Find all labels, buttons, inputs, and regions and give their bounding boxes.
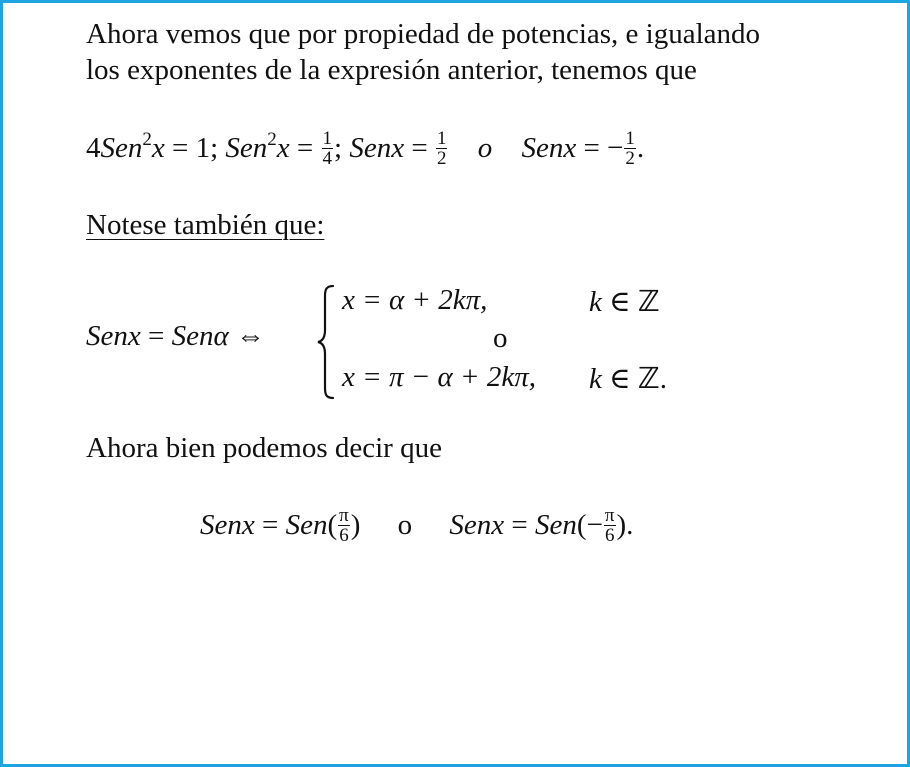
frac-num: π xyxy=(604,505,615,526)
fraction-one-quarter xyxy=(322,129,334,168)
intro-line-2: los exponentes de la expresión anterior, tenemos que xyxy=(86,54,697,86)
frac-num: 1 xyxy=(625,128,635,149)
eq2-lhs1: Senx xyxy=(200,509,255,542)
case2-expr: x = π − α + 2kπ, xyxy=(342,361,536,393)
eq2-open2: (− xyxy=(576,509,603,542)
eq1-t2-eq: = xyxy=(289,132,321,165)
eq1-rhs: = 1; xyxy=(164,132,219,165)
eq1-func: Sen xyxy=(100,132,143,165)
frac-den: 2 xyxy=(625,148,635,169)
sys-rhs: Senα xyxy=(171,320,229,352)
fraction-pi-sixth xyxy=(338,506,350,545)
eq2-eq1: = xyxy=(254,509,286,542)
eq1-t2-end: ; xyxy=(334,132,343,165)
eq1-var: x xyxy=(151,132,165,165)
case2-in: ∈ xyxy=(601,363,638,395)
case2-end: . xyxy=(659,363,667,395)
eq1-t4-lhs: Senx xyxy=(521,132,577,165)
sys-lhs: Senx xyxy=(86,320,141,352)
eq2-connector: o xyxy=(397,509,413,542)
frac-num: π xyxy=(339,505,349,526)
sys-eq: = xyxy=(140,320,172,352)
eq1-t3-eq: = xyxy=(404,132,435,165)
eq2-lhs2: Senx xyxy=(449,509,505,542)
case-separator: o xyxy=(493,322,508,354)
eq2-close1: ) xyxy=(350,509,361,542)
case-2-expression xyxy=(342,361,536,394)
frac-den: 4 xyxy=(322,148,333,169)
eq1-coef: 4 xyxy=(86,132,101,165)
notese-heading: Notese también que: xyxy=(86,209,325,241)
eq1-t3-lhs: Senx xyxy=(349,132,405,165)
frac-num: 1 xyxy=(436,128,447,149)
frac-den: 2 xyxy=(436,148,447,169)
integers-symbol: ℤ xyxy=(637,284,660,318)
left-brace-icon xyxy=(316,284,338,400)
case2-k: k xyxy=(589,363,602,395)
equation-sin-squared xyxy=(86,128,645,170)
equation-sen-pi-sixth xyxy=(200,505,634,547)
eq1-connector: o xyxy=(477,132,493,165)
eq1-t4-end: . xyxy=(636,132,645,165)
intro-line-1: Ahora vemos que por propiedad de potencias, e igualando xyxy=(86,18,761,50)
eq2-close2: ). xyxy=(616,509,634,542)
eq1-t2-exp: 2 xyxy=(267,129,277,151)
system-lhs xyxy=(86,320,265,353)
fraction-minus-pi-sixth xyxy=(604,506,616,545)
eq2-open1: ( xyxy=(327,509,338,542)
integers-symbol: ℤ xyxy=(637,361,660,395)
frac-den: 6 xyxy=(604,525,615,546)
iff-arrow: ⇔ xyxy=(228,320,265,352)
fraction-one-half xyxy=(436,129,448,168)
eq1-t2-func: Sen xyxy=(225,132,268,165)
eq1-t2-var: x xyxy=(276,132,290,165)
fraction-minus-one-half xyxy=(624,129,636,168)
eq2-func1: Sen xyxy=(285,509,328,542)
case1-expr: x = α + 2kπ, xyxy=(342,284,488,316)
intro-paragraph xyxy=(86,16,760,88)
case-2-condition xyxy=(589,361,667,396)
frac-den: 6 xyxy=(339,525,349,546)
eq2-eq2: = xyxy=(504,509,536,542)
frac-num: 1 xyxy=(322,128,333,149)
eq2-func2: Sen xyxy=(535,509,577,542)
case-1-condition xyxy=(589,284,660,319)
second-paragraph: Ahora bien podemos decir que xyxy=(86,432,442,464)
case1-k: k xyxy=(589,286,602,318)
case1-in: ∈ xyxy=(601,286,638,318)
eq1-t4-eq: = − xyxy=(576,132,624,165)
eq1-exp: 2 xyxy=(142,129,152,151)
case-1-expression xyxy=(342,284,487,317)
